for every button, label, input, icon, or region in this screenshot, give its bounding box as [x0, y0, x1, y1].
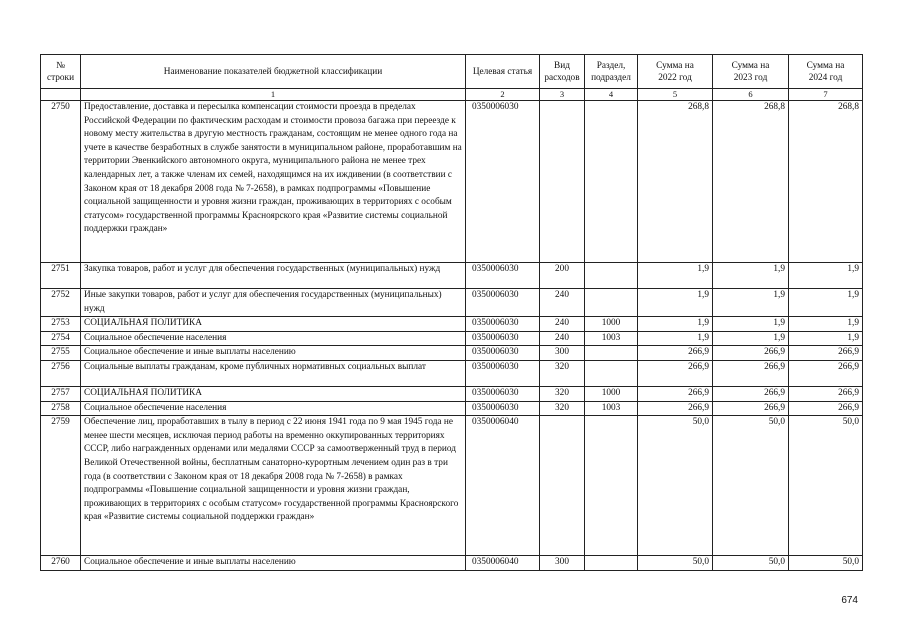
row-number: 2754 — [41, 331, 81, 346]
row-number: 2750 — [41, 101, 81, 263]
row-sum-2024: 50,0 — [789, 416, 863, 556]
row-section — [585, 416, 638, 556]
row-sum-2023: 1,9 — [713, 263, 789, 289]
row-section — [585, 346, 638, 361]
row-target-article: 0350006030 — [466, 331, 540, 346]
row-section — [585, 289, 638, 317]
row-name: Социальные выплаты гражданам, кроме публичных нормативных социальных выплат — [81, 360, 466, 386]
row-sum-2023: 266,9 — [713, 360, 789, 386]
row-sum-2023: 1,9 — [713, 317, 789, 332]
table-row — [41, 556, 863, 571]
page-number: 674 — [841, 595, 858, 606]
table-row — [41, 416, 863, 556]
row-expense-type: 300 — [540, 556, 585, 571]
row-sum-2024: 50,0 — [789, 556, 863, 571]
row-section: 1000 — [585, 317, 638, 332]
row-section — [585, 360, 638, 386]
header-sum-2023: Сумма на 2023 год — [713, 55, 789, 89]
row-expense-type: 240 — [540, 331, 585, 346]
row-sum-2024: 268,8 — [789, 101, 863, 263]
row-number: 2758 — [41, 401, 81, 416]
column-number — [41, 89, 81, 101]
row-sum-2022: 50,0 — [638, 416, 713, 556]
row-target-article: 0350006040 — [466, 416, 540, 556]
row-name: Иные закупки товаров, работ и услуг для обеспечения государственных (муниципальных) нужд — [81, 289, 466, 317]
row-expense-type — [540, 416, 585, 556]
header-name: Наименование показателей бюджетной классификации — [81, 55, 466, 89]
row-sum-2024: 266,9 — [789, 386, 863, 401]
row-name: Социальное обеспечение и иные выплаты населению — [81, 556, 466, 571]
row-expense-type: 300 — [540, 346, 585, 361]
row-target-article: 0350006030 — [466, 401, 540, 416]
row-target-article: 0350006030 — [466, 101, 540, 263]
table-header — [41, 55, 863, 101]
table-body — [41, 101, 863, 571]
table-row — [41, 101, 863, 263]
row-target-article: 0350006030 — [466, 317, 540, 332]
row-name: Обеспечение лиц, проработавших в тылу в период с 22 июня 1941 года по 9 мая 1945 года не менее шести месяцев, исключая период работы на временно оккупированных территориях СССР, либо награжденных орденами или медалями СССР за самоотверженный труд в период Великой Отечественной войны, бесплатным санаторно-курортным лечением один раз в три года (в соответствии с Законом края от 18 декабря 2008 года № 7-2658) в рамках подпрограммы «Повышение социальной защищенности и уровня жизни граждан, проживающих в территориях с особым статусом» государственной программы Красноярского края «Развитие системы социальной поддержки граждан» — [81, 416, 466, 556]
row-sum-2022: 1,9 — [638, 289, 713, 317]
header-target-article: Целевая статья — [466, 55, 540, 89]
table-row — [41, 346, 863, 361]
column-number: 4 — [585, 89, 638, 101]
column-number: 7 — [789, 89, 863, 101]
row-section: 1003 — [585, 331, 638, 346]
row-expense-type: 240 — [540, 317, 585, 332]
row-sum-2023: 266,9 — [713, 386, 789, 401]
row-sum-2022: 266,9 — [638, 360, 713, 386]
row-sum-2023: 268,8 — [713, 101, 789, 263]
row-section: 1000 — [585, 386, 638, 401]
row-name: Социальное обеспечение населения — [81, 401, 466, 416]
row-sum-2023: 50,0 — [713, 556, 789, 571]
row-target-article: 0350006030 — [466, 386, 540, 401]
row-expense-type: 240 — [540, 289, 585, 317]
row-name: Закупка товаров, работ и услуг для обеспечения государственных (муниципальных) нужд — [81, 263, 466, 289]
row-expense-type: 320 — [540, 401, 585, 416]
row-number: 2755 — [41, 346, 81, 361]
table-row — [41, 317, 863, 332]
row-sum-2024: 266,9 — [789, 346, 863, 361]
row-number: 2756 — [41, 360, 81, 386]
row-sum-2024: 266,9 — [789, 401, 863, 416]
row-sum-2022: 266,9 — [638, 401, 713, 416]
header-expense-type: Вид расходов — [540, 55, 585, 89]
row-sum-2024: 266,9 — [789, 360, 863, 386]
table-row — [41, 360, 863, 386]
table-row — [41, 331, 863, 346]
row-sum-2024: 1,9 — [789, 263, 863, 289]
row-sum-2023: 266,9 — [713, 346, 789, 361]
row-expense-type: 320 — [540, 386, 585, 401]
table-row — [41, 401, 863, 416]
header-sum-2022: Сумма на 2022 год — [638, 55, 713, 89]
row-sum-2023: 1,9 — [713, 331, 789, 346]
row-number: 2752 — [41, 289, 81, 317]
column-number: 5 — [638, 89, 713, 101]
row-sum-2022: 268,8 — [638, 101, 713, 263]
row-sum-2022: 266,9 — [638, 346, 713, 361]
row-number: 2759 — [41, 416, 81, 556]
column-number: 3 — [540, 89, 585, 101]
table-row — [41, 263, 863, 289]
budget-table — [40, 54, 863, 571]
row-number: 2760 — [41, 556, 81, 571]
row-sum-2024: 1,9 — [789, 331, 863, 346]
row-expense-type — [540, 101, 585, 263]
row-sum-2024: 1,9 — [789, 317, 863, 332]
column-number: 1 — [81, 89, 466, 101]
header-section: Раздел, подраздел — [585, 55, 638, 89]
row-sum-2022: 50,0 — [638, 556, 713, 571]
row-expense-type: 200 — [540, 263, 585, 289]
header-row-number: № строки — [41, 55, 81, 89]
row-section: 1003 — [585, 401, 638, 416]
row-sum-2022: 1,9 — [638, 331, 713, 346]
row-expense-type: 320 — [540, 360, 585, 386]
column-number: 6 — [713, 89, 789, 101]
row-sum-2022: 1,9 — [638, 317, 713, 332]
row-sum-2022: 1,9 — [638, 263, 713, 289]
row-name: Предоставление, доставка и пересылка компенсации стоимости проезда в пределах Российской Федерации по фактическим расходам и стоимости провоза багажа при переезде к новому месту жительства в другую местность гражданам, состоящим не менее одного года на учете в качестве безработных в службе занятости в муниципальном районе, проработавшим на территории Эвенкийского автономного округа, муниципального района не менее трех календарных лет, а также членам их семей, находящимся на их иждивении (в соответствии с Законом края от 18 декабря 2008 года № 7-2658), в рамках подпрограммы «Повышение социальной защищенности и уровня жизни граждан, проживающих в территориях с особым статусом» государственной программы Красноярского края «Развитие системы социальной поддержки граждан» — [81, 101, 466, 263]
table-row — [41, 289, 863, 317]
row-target-article: 0350006030 — [466, 360, 540, 386]
row-name: СОЦИАЛЬНАЯ ПОЛИТИКА — [81, 386, 466, 401]
row-section — [585, 263, 638, 289]
row-name: Социальное обеспечение и иные выплаты населению — [81, 346, 466, 361]
row-sum-2023: 1,9 — [713, 289, 789, 317]
row-target-article: 0350006030 — [466, 263, 540, 289]
row-name: Социальное обеспечение населения — [81, 331, 466, 346]
column-number-row — [41, 89, 863, 101]
table-row — [41, 386, 863, 401]
row-sum-2024: 1,9 — [789, 289, 863, 317]
row-sum-2023: 50,0 — [713, 416, 789, 556]
row-target-article: 0350006030 — [466, 346, 540, 361]
row-number: 2757 — [41, 386, 81, 401]
row-section — [585, 556, 638, 571]
row-section — [585, 101, 638, 263]
row-target-article: 0350006040 — [466, 556, 540, 571]
column-number: 2 — [466, 89, 540, 101]
header-sum-2024: Сумма на 2024 год — [789, 55, 863, 89]
row-sum-2023: 266,9 — [713, 401, 789, 416]
row-number: 2753 — [41, 317, 81, 332]
row-sum-2022: 266,9 — [638, 386, 713, 401]
row-name: СОЦИАЛЬНАЯ ПОЛИТИКА — [81, 317, 466, 332]
row-number: 2751 — [41, 263, 81, 289]
row-target-article: 0350006030 — [466, 289, 540, 317]
